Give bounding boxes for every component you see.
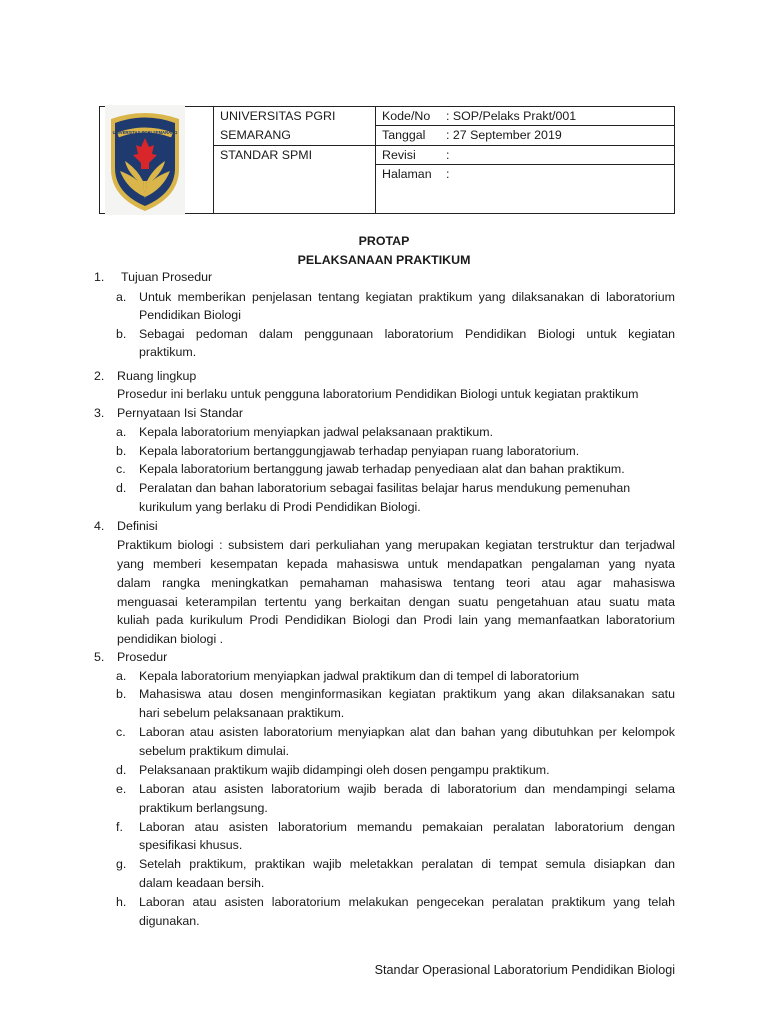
university-logo bbox=[105, 105, 185, 215]
section-heading: Prosedur bbox=[117, 650, 168, 664]
section-number: 3. bbox=[94, 406, 105, 420]
section-body: Prosedur ini berlaku untuk pengguna laboratorium Pendidikan Biologi untuk kegiatan praktikum bbox=[117, 387, 639, 401]
item-text: Sebagai pedoman dalam penggunaan laboratorium Pendidikan Biologi untuk kegiatan bbox=[139, 327, 675, 341]
definition-text: pendidikan biologi . bbox=[117, 632, 224, 646]
institution-name-line1: UNIVERSITAS PGRI bbox=[220, 109, 336, 123]
info-label: Revisi bbox=[382, 148, 416, 162]
item-marker: e. bbox=[116, 782, 127, 796]
info-value: : bbox=[446, 167, 450, 181]
definition-text: Praktikum biologi : subsistem dari perkuliahan yang merupakan kegiatan terstruktur dan terjadwal bbox=[117, 538, 675, 552]
info-value: : bbox=[446, 148, 450, 162]
section-heading: Tujuan Prosedur bbox=[121, 270, 213, 284]
item-text: Untuk memberikan penjelasan tentang kegiatan praktikum yang dilaksanakan di laboratorium bbox=[139, 290, 675, 304]
institution-cell bbox=[214, 107, 376, 213]
item-text: Pendidikan Biologi bbox=[139, 308, 241, 322]
info-row-page bbox=[376, 165, 674, 213]
institution-name-cell bbox=[214, 107, 375, 146]
page-footer: Standar Operasional Laboratorium Pendidikan Biologi bbox=[374, 963, 675, 977]
item-text: Pelaksanaan praktikum wajib didampingi oleh dosen pengampu praktikum. bbox=[139, 763, 550, 777]
definition-text: menguasai keterampilan tertentu yang berkaitan dengan suatu pengetahuan atau suatu mata bbox=[117, 595, 675, 609]
item-marker: c. bbox=[116, 462, 126, 476]
item-text: praktikum berlangsung. bbox=[139, 801, 268, 815]
svg-text:UNIVERSITAS PGRI SEMARANG: UNIVERSITAS PGRI SEMARANG bbox=[112, 130, 178, 135]
section-heading: Pernyataan Isi Standar bbox=[117, 406, 244, 420]
definition-text: kuliah pada kurikulum Prodi Pendidikan Biologi dan Prodi lain yang memanfaatkan laboratorium bbox=[117, 613, 675, 627]
info-row-code bbox=[376, 107, 674, 126]
item-marker: b. bbox=[116, 444, 127, 458]
document-title: PROTAP bbox=[358, 234, 410, 248]
item-text: dalam keadaan bersih. bbox=[139, 876, 265, 890]
item-text: Kepala laboratorium menyiapkan jadwal pelaksanaan praktikum. bbox=[139, 425, 494, 439]
info-label: Tanggal bbox=[382, 128, 426, 142]
item-text: Laboran atau asisten laboratorium memandu pemakaian peralatan laboratorium dengan bbox=[139, 820, 675, 834]
header-table bbox=[99, 106, 675, 214]
section-number: 1. bbox=[94, 270, 105, 284]
item-marker: b. bbox=[116, 327, 127, 341]
item-text: Kepala laboratorium bertanggung jawab terhadap penyediaan alat dan bahan praktikum. bbox=[139, 462, 625, 476]
info-row-date bbox=[376, 126, 674, 146]
info-value: : SOP/Pelaks Prakt/001 bbox=[446, 109, 577, 123]
info-label: Halaman bbox=[382, 167, 432, 181]
item-text: Laboran atau asisten laboratorium menyiapkan alat dan bahan yang dibutuhkan per kelompok bbox=[139, 725, 675, 739]
item-marker: h. bbox=[116, 895, 127, 909]
section-heading: Definisi bbox=[117, 519, 158, 533]
section-heading: Ruang lingkup bbox=[117, 369, 197, 383]
item-text: Laboran atau asisten laboratorium wajib berada di laboratorium dan mendampingi selama bbox=[139, 782, 675, 796]
item-marker: c. bbox=[116, 725, 126, 739]
item-text: hari sebelum pelaksanaan praktikum. bbox=[139, 706, 345, 720]
item-text: Mahasiswa atau dosen menginformasikan kegiatan praktikum yang akan dilaksanakan satu bbox=[139, 687, 675, 701]
item-text: Laboran atau asisten laboratorium melakukan pengecekan peralatan praktikum yang telah bbox=[139, 895, 675, 909]
item-text: sebelum praktikum dimulai. bbox=[139, 744, 290, 758]
info-label: Kode/No bbox=[382, 109, 431, 123]
item-marker: d. bbox=[116, 481, 127, 495]
definition-text: yang memberi kesempatan kepada mahasiswa untuk mendapatkan pengalaman yang nyata bbox=[117, 557, 675, 571]
item-text: spesifikasi khusus. bbox=[139, 838, 243, 852]
info-row-revision bbox=[376, 146, 674, 165]
item-text: Setelah praktikum, praktikan wajib meletakkan peralatan di tempat semula disiapkan dan bbox=[139, 857, 675, 871]
item-text: praktikum. bbox=[139, 345, 197, 359]
shield-logo-icon bbox=[105, 105, 185, 215]
section-number: 5. bbox=[94, 650, 105, 664]
item-text: kurikulum yang berlaku di Prodi Pendidikan Biologi. bbox=[139, 500, 421, 514]
standard-label: STANDAR SPMI bbox=[220, 148, 313, 162]
document-subtitle: PELAKSANAAN PRAKTIKUM bbox=[297, 253, 471, 267]
info-value: : 27 September 2019 bbox=[446, 128, 562, 142]
document-info-cell bbox=[376, 107, 674, 213]
item-text: digunakan. bbox=[139, 914, 200, 928]
institution-name-line2: SEMARANG bbox=[220, 128, 291, 142]
item-marker: a. bbox=[116, 425, 127, 439]
section-number: 2. bbox=[94, 369, 105, 383]
item-marker: g. bbox=[116, 857, 127, 871]
item-text: Kepala laboratorium bertanggungjawab terhadap penyiapan ruang laboratorium. bbox=[139, 444, 580, 458]
item-text: Peralatan dan bahan laboratorium sebagai fasilitas belajar harus mendukung pemenuhan bbox=[139, 481, 631, 495]
item-marker: d. bbox=[116, 763, 127, 777]
item-marker: a. bbox=[116, 290, 127, 304]
logo-cell bbox=[100, 107, 214, 213]
section-number: 4. bbox=[94, 519, 105, 533]
item-marker: f. bbox=[116, 820, 123, 834]
item-marker: b. bbox=[116, 687, 127, 701]
item-text: Kepala laboratorium menyiapkan jadwal praktikum dan di tempel di laboratorium bbox=[139, 669, 580, 683]
definition-text: dalam rangka meningkatkan pemahaman mahasiswa tentang teori atau agar mahasiswa bbox=[117, 576, 675, 590]
item-marker: a. bbox=[116, 669, 127, 683]
